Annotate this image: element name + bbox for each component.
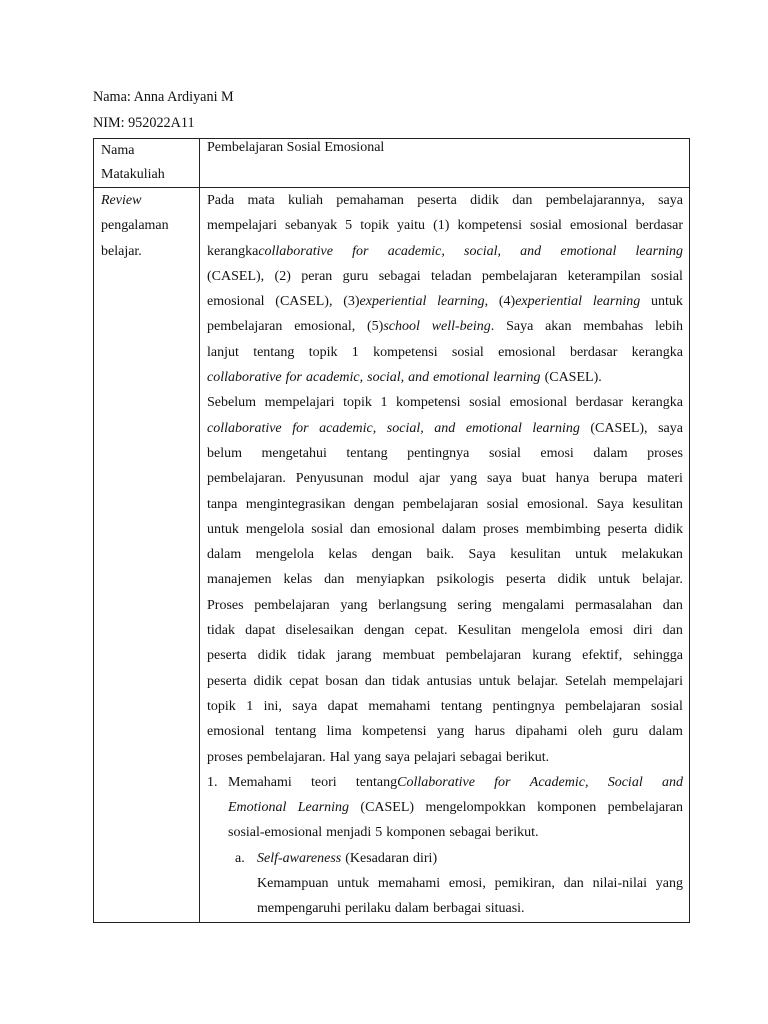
text-line: Memahami teori tentangCollaborative for Academic, Social and bbox=[228, 774, 683, 790]
text-line: lanjut tentang topik 1 kompetensi sosial emosional berdasar kerangka bbox=[207, 344, 683, 360]
review-label-line-2: pengalaman bbox=[101, 218, 169, 234]
text-line: tanpa mengintegrasikan dengan pembelajaran sosial emosional. Saya kesulitan bbox=[207, 496, 683, 512]
course-label-cell bbox=[94, 139, 200, 188]
table-row-course bbox=[94, 139, 690, 188]
text-line: proses pembelajaran. Hal yang saya pelajari sebagai berikut. bbox=[207, 749, 550, 765]
review-paragraph-1 bbox=[207, 188, 683, 390]
text-line: collaborative for academic, social, and emotional learning (CASEL). bbox=[207, 370, 602, 386]
course-label-line-1: Nama bbox=[101, 143, 135, 158]
text-line: topik 1 ini, saya dapat memahami tentang pentingnya pembelajaran sosial bbox=[207, 698, 683, 714]
course-name: Pembelajaran Sosial Emosional bbox=[207, 140, 385, 155]
text-line: Self-awareness (Kesadaran diri) bbox=[257, 850, 438, 866]
text-line: belum mengetahui tentang pentingnya sosial emosi dalam proses bbox=[207, 445, 683, 461]
course-value-cell bbox=[200, 139, 690, 188]
text-line: peserta didik tidak jarang membuat pembelajaran kurang efektif, sehingga bbox=[207, 648, 683, 664]
review-label-line-3: belajar. bbox=[101, 243, 142, 259]
text-line: Proses pembelajaran yang berlangsung sering mengalami permasalahan dan bbox=[207, 597, 683, 613]
text-line: dalam mengelola kelas dengan baik. Saya kesulitan untuk melakukan bbox=[207, 547, 683, 563]
text-line: manajemen kelas dan menyiapkan psikologis peserta didik untuk belajar. bbox=[207, 572, 683, 588]
table-row-review bbox=[94, 188, 690, 923]
sub-item-a-body bbox=[207, 871, 683, 922]
text-line: pembelajaran. Penyusunan modul ajar yang saya buat hanya berupa materi bbox=[207, 471, 683, 487]
text-line: peserta didik cepat bosan dan tidak antusias untuk belajar. Setelah mempelajari bbox=[207, 673, 683, 689]
review-label-cell bbox=[94, 188, 200, 923]
text-line: tidak dapat diselesaikan dengan cepat. Kesulitan mengelola emosi diri dan bbox=[207, 623, 683, 639]
review-content-cell bbox=[200, 188, 690, 923]
text-line: kerangkacollaborative for academic, social, and emotional learning bbox=[207, 243, 683, 259]
text-line: Pada mata kuliah pemahaman peserta didik dan pembelajarannya, saya bbox=[207, 193, 683, 208]
text-line: pembelajaran emosional, (5)school well-being. Saya akan membahas lebih bbox=[207, 319, 683, 335]
student-nim: NIM: 952022A11 bbox=[93, 115, 195, 131]
text-line: emosional tentang lima kompetensi yang harus dipahami oleh guru dalam bbox=[207, 724, 683, 740]
text-line: Emotional Learning (CASEL) mengelompokkan komponen pembelajaran bbox=[228, 800, 683, 816]
text-line: sosial-emosional menjadi 5 komponen sebagai berikut. bbox=[228, 825, 539, 841]
course-label-line-2: Matakuliah bbox=[101, 167, 165, 182]
numbered-list-item-1 bbox=[207, 770, 683, 846]
student-name: Nama: Anna Ardiyani M bbox=[93, 89, 234, 105]
text-line: untuk mengelola sosial dan emosional dalam proses membimbing peserta didik bbox=[207, 521, 683, 537]
review-label-line-1: Review bbox=[101, 193, 142, 208]
review-paragraph-2 bbox=[207, 390, 683, 769]
course-review-table bbox=[93, 138, 690, 923]
text-line: mempelajari sebanyak 5 topik yaitu (1) kompetensi sosial emosional berdasar bbox=[207, 218, 683, 234]
text-line: Sebelum mempelajari topik 1 kompetensi sosial emosional berdasar kerangka bbox=[207, 395, 683, 411]
text-line: Kemampuan untuk memahami emosi, pemikiran, dan nilai-nilai yang bbox=[257, 876, 683, 892]
list-number: 1. bbox=[207, 774, 218, 790]
text-line: emosional (CASEL), (3)experiential learning, (4)experiential learning untuk bbox=[207, 294, 683, 310]
sub-item-letter: a. bbox=[235, 850, 245, 866]
text-line: (CASEL), (2) peran guru sebagai teladan pembelajaran keterampilan sosial bbox=[207, 268, 683, 284]
sub-item-a bbox=[207, 846, 683, 871]
text-line: mempengaruhi perilaku dalam berbagai situasi. bbox=[257, 901, 525, 917]
text-line: collaborative for academic, social, and emotional learning (CASEL), saya bbox=[207, 420, 683, 436]
